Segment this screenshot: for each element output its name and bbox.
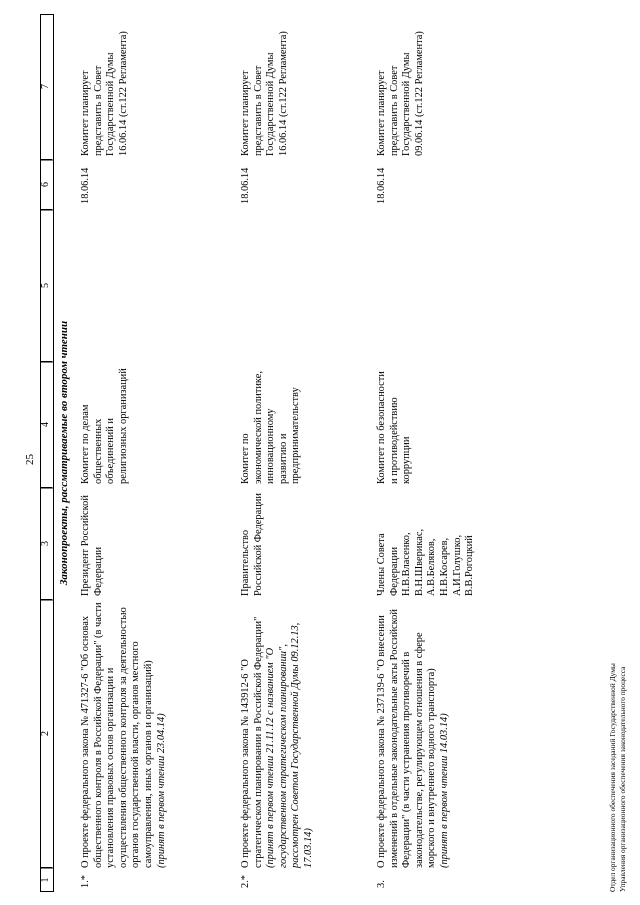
footer <box>608 292 627 892</box>
page-number: 25 <box>24 454 36 465</box>
section-title: Законопроекты, рассматриваемые во втором чтении <box>58 320 70 586</box>
responsible-committee: Комитет по делам общественных объединений и религиозных организаций <box>80 368 129 484</box>
committee-plan: Комитет планирует представить в Совет Государственной Думы 16.06.14 (ст.122 Регламента) <box>240 31 289 156</box>
header-col-3: 3 <box>40 488 52 600</box>
agenda-table <box>40 14 630 892</box>
committee-plan: Комитет планирует представить в Совет Государственной Думы 16.06.14 (ст.122 Регламента) <box>80 31 129 156</box>
bill-description <box>376 602 452 868</box>
row-number: 2.* <box>240 875 251 888</box>
header-col-5: 5 <box>40 210 52 362</box>
bill-reading-note: (принят в первом чтении 14.03.14) <box>438 713 450 868</box>
footer-line-directorate: Управления организационного обеспечения законодательного процесса <box>617 666 627 892</box>
responsible-committee: Комитет по экономической политике, инновационному развитию и предпринимательству <box>240 371 302 484</box>
row-number: 3. <box>376 880 387 888</box>
responsible-committee: Комитет по безопасности и противодействию коррупции <box>376 371 413 484</box>
bill-initiator: Правительство Российской Федерации <box>240 493 264 596</box>
committee-plan: Комитет планирует представить в Совет Государственной Думы 09.06.14 (ст.122 Регламента) <box>376 31 425 156</box>
header-col-2: 2 <box>40 600 52 868</box>
bill-description <box>80 602 168 868</box>
bill-reading-note: (принят в первом чтении 21.11.12 с названием "О государственном стратегическом планировании", рассмотрен Советом Государственной Думы 09.12.13, 17.03.14) <box>265 622 314 868</box>
bill-text: О проекте федерального закона № 143912-6 "О стратегическом планировании в Российской Федерации" <box>240 616 264 868</box>
header-col-6: 6 <box>40 160 52 210</box>
bill-initiator: Члены Совета Федерации Н.В.Власенко, В.Н.Шверикас, А.В.Беляков, Н.В.Косарев, А.И.Голушко, В.В.Рогоцкий <box>376 528 476 596</box>
bill-reading-note: (принят в первом чтении 23.04.14) <box>155 713 167 868</box>
bill-description <box>240 602 316 868</box>
review-date: 18.06.14 <box>376 167 387 204</box>
review-date: 18.06.14 <box>80 167 91 204</box>
footer-line-department: Отдел организационного обеспечения заседаний Государственной Думы <box>608 663 617 892</box>
header-col-1: 1 <box>40 877 51 883</box>
row-number: 1.* <box>80 875 91 888</box>
review-date: 18.06.14 <box>240 167 251 204</box>
bill-text: О проекте федерального закона № 471327-6 "Об основах общественного контроля в Российской Федерации" (в части установления правовых основ организации и осуществления общественного контроля за деятельностью органов государственной власти, органов местного самоуправления, иных органов и организаций) <box>80 602 154 868</box>
bill-text: О проекте федерального закона № 237139-6 "О внесении изменений в отдельные законодательные акты Российской Федерации" (в части устранения противоречий в законодательстве, регулирующем отношения в сфере морского и внутреннего водного транспорта) <box>376 609 438 868</box>
header-col-4: 4 <box>40 362 52 488</box>
bill-initiator: Президент Российской Федерации <box>80 495 104 596</box>
header-col-7: 7 <box>40 14 52 160</box>
